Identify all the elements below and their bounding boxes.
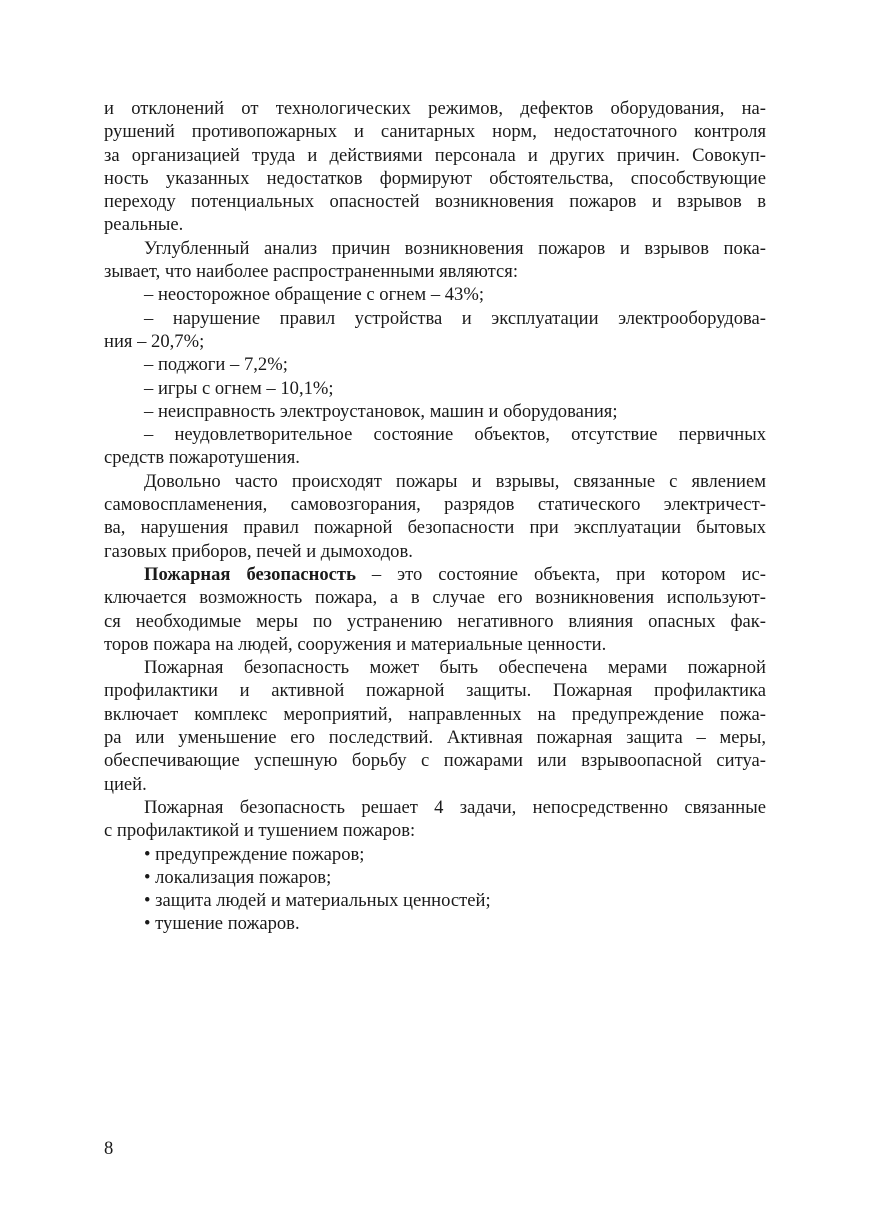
list-item: – неисправность электроустановок, машин и оборудования; [144,400,618,422]
text-line: ность указанных недостатков формируют обстоятельства, способствующие [104,167,766,189]
paragraph-definition [104,563,766,656]
list-item: • защита людей и материальных ценностей; [144,890,491,912]
paragraph-causes-intro [104,237,766,284]
list-item-continuation: ния – 20,7%; [104,330,205,352]
paragraph-continuation [104,97,766,237]
text-line: ра или уменьшение его последствий. Активная пожарная защита – меры, [104,727,766,749]
paragraph-prevention [104,656,766,796]
text-line: реальные. [104,214,184,236]
text-line: переходу потенциальных опасностей возникновения пожаров и взрывов в [104,191,766,213]
text-line: самовоспламенения, самовозгорания, разрядов статического электричест- [104,494,766,516]
text-line: профилактики и активной пожарной защиты. Пожарная профилактика [104,680,766,702]
text-line: ся необходимые меры по устранению негативного влияния опасных фак- [104,610,766,632]
list-item: • локализация пожаров; [144,866,332,888]
text-line: и отклонений от технологических режимов, дефектов оборудования, на- [104,98,766,119]
text-line: Пожарная безопасность может быть обеспечена мерами пожарной [144,657,766,679]
text-line: газовых приборов, печей и дымоходов. [104,540,413,562]
paragraph-tasks-intro [104,796,766,843]
text-line [104,563,766,586]
text-line: цией. [104,773,147,795]
list-item-continuation: средств пожаротушения. [104,447,300,469]
text-line: торов пожара на людей, сооружения и материальные ценности. [104,633,607,655]
text-line: рушений противопожарных и санитарных норм, недостаточного контроля [104,121,766,143]
text-line: обеспечивающие успешную борьбу с пожарами или взрывоопасной ситуа- [104,750,766,772]
text-line: Углубленный анализ причин возникновения пожаров и взрывов пока- [144,237,766,259]
text-line: с профилактикой и тушением пожаров: [104,820,416,842]
definition-start: – это состояние объекта, при котором ис- [355,563,766,585]
text-line: зывает, что наиболее распространенными являются: [104,261,518,283]
list-item: • предупреждение пожаров; [144,843,365,865]
tasks-list [104,843,766,936]
page-number: 8 [104,1138,114,1159]
text-line: Пожарная безопасность решает 4 задачи, непосредственно связанные [144,796,766,818]
text-line: ва, нарушения правил пожарной безопасности при эксплуатации бытовых [104,517,766,539]
text-line: Довольно часто происходят пожары и взрывы, связанные с явлением [144,470,766,492]
defined-term: Пожарная безопасность [144,563,356,585]
list-item: • тушение пожаров. [144,913,300,935]
list-item: – поджоги – 7,2%; [144,354,288,376]
text-line: включает комплекс мероприятий, направленных на предупреждение пожа- [104,703,766,725]
list-item: – неосторожное обращение с огнем – 43%; [144,284,485,306]
list-item: – нарушение правил устройства и эксплуатации электрооборудова- [144,307,766,329]
text-line: ключается возможность пожара, а в случае его возникновения используют- [104,587,766,609]
list-item: – игры с огнем – 10,1%; [144,377,334,399]
text-line: за организацией труда и действиями персонала и других причин. Совокуп- [104,144,766,166]
page-body [104,97,766,936]
paragraph-self-ignition [104,470,766,563]
causes-list [104,283,766,469]
list-item: – неудовлетворительное состояние объектов, отсутствие первичных [144,424,766,446]
